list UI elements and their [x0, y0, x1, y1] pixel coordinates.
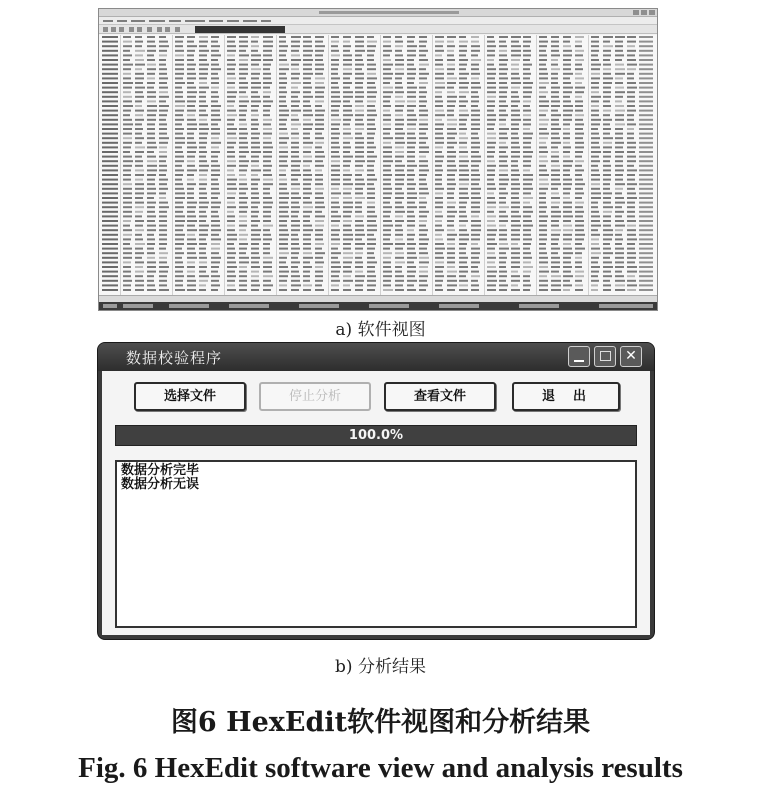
panel-b-caption: b) 分析结果	[335, 657, 426, 677]
data-check-dialog	[97, 342, 655, 640]
stop-analysis-button[interactable]: 停止分析	[259, 382, 371, 411]
dialog-title: 数据校验程序	[126, 349, 223, 367]
select-file-button[interactable]: 选择文件	[134, 382, 246, 411]
analysis-log-textarea[interactable]	[115, 460, 637, 628]
os-taskbar	[99, 302, 657, 310]
hexedit-toolbar[interactable]	[99, 25, 657, 34]
dialog-titlebar[interactable]	[98, 343, 654, 371]
maximize-button[interactable]	[594, 346, 616, 367]
hexedit-menubar[interactable]	[99, 17, 657, 25]
close-button[interactable]	[620, 346, 642, 367]
exit-button[interactable]: 退出	[512, 382, 620, 411]
hexedit-file-tab[interactable]	[195, 26, 285, 33]
log-line: 数据分析完毕	[121, 463, 200, 478]
minimize-icon	[574, 360, 584, 362]
log-line: 数据分析无误	[121, 477, 200, 492]
panel-a-caption: a) 软件视图	[335, 320, 426, 340]
progress-bar	[115, 425, 637, 446]
dialog-body	[102, 371, 650, 635]
minimize-button[interactable]	[568, 346, 590, 367]
hexedit-titlebar	[99, 9, 657, 17]
hex-data-grid	[99, 35, 658, 297]
figure-caption-english: Fig. 6 HexEdit software view and analysis results	[78, 752, 683, 784]
close-icon: ✕	[625, 348, 637, 364]
figure-caption-chinese: 图6 HexEdit软件视图和分析结果	[170, 707, 591, 738]
hexedit-screenshot	[98, 8, 658, 311]
progress-label: 100.0%	[348, 428, 404, 443]
maximize-icon	[600, 351, 611, 361]
view-file-button[interactable]: 查看文件	[384, 382, 496, 411]
hexedit-statusbar	[99, 295, 657, 302]
